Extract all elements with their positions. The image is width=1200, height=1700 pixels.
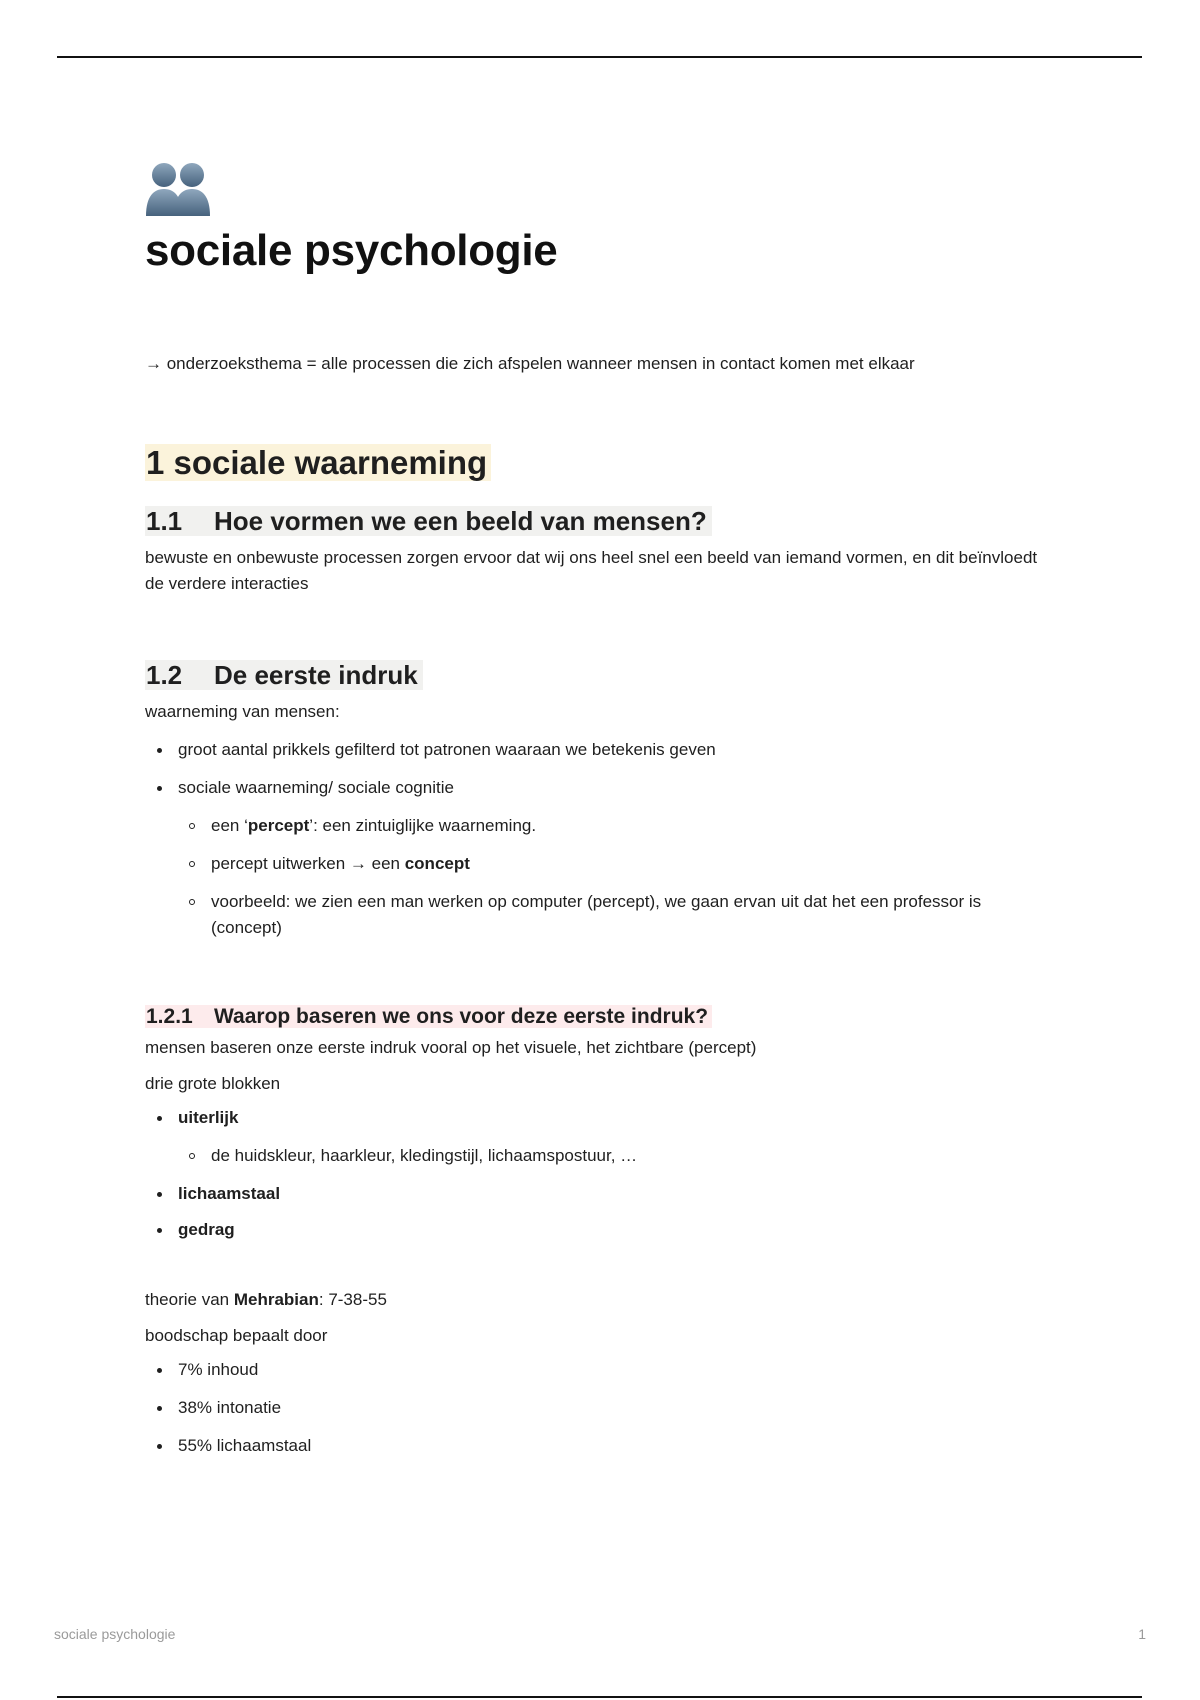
nested-list [178, 1143, 1045, 1169]
bottom-rule [57, 1696, 1142, 1698]
text-fragment: percept uitwerken → een [211, 853, 405, 873]
footer-title: sociale psychologie [54, 1626, 176, 1642]
section-1-1-heading [145, 503, 1045, 539]
section-1-2-1-number: 1.2.1 [146, 1004, 193, 1028]
list-item [145, 1217, 1045, 1243]
list-item: voorbeeld: we zien een man werken op computer (percept), we gaan ervan uit dat het een professor is (concept) [178, 889, 1045, 941]
section-1-1-number: 1.1 [146, 505, 183, 536]
bold-term: uiterlijk [178, 1107, 239, 1127]
list-item [178, 851, 1045, 877]
bold-term: gedrag [178, 1219, 235, 1239]
section-1-2-1-heading [145, 1001, 1045, 1033]
list-item-text: sociale waarneming/ sociale cognitie [178, 777, 454, 797]
list-item [145, 1181, 1045, 1207]
bold-term: concept [404, 853, 470, 873]
paragraph: boodschap bepaalt door [145, 1325, 328, 1345]
nested-list [178, 813, 1045, 941]
text-fragment: ’: een zintuiglijke waarneming. [309, 815, 537, 835]
page-number: 1 [1138, 1626, 1146, 1642]
section-1-heading [145, 441, 1045, 485]
page-content [145, 160, 1045, 1459]
list-item [178, 813, 1045, 839]
section-1-heading-text: 1 sociale waarneming [145, 444, 491, 481]
paragraph: mensen baseren onze eerste indruk vooral op het visuele, het zichtbare (percept) [145, 1037, 757, 1057]
paragraph: drie grote blokken [145, 1073, 281, 1093]
section-1-1-body: bewuste en onbewuste processen zorgen ervoor dat wij ons heel snel een beeld van iemand vormen, en dit beïnvloedt de verdere interacties [145, 547, 1038, 593]
list-item: groot aantal prikkels gefilterd tot patronen waaraan we betekenis geven [145, 737, 1045, 763]
blocks-list [145, 1105, 1045, 1243]
section-1-2-1-title: Waarop baseren we ons voor deze eerste indruk? [214, 1004, 709, 1028]
bold-term: Mehrabian [233, 1289, 319, 1309]
section-1-2-list [145, 737, 1045, 941]
list-item: 55% lichaamstaal [145, 1433, 1045, 1459]
section-1-2-number: 1.2 [146, 659, 183, 690]
section-1-2-heading [145, 657, 1045, 693]
list-item [145, 1105, 1045, 1169]
text-fragment: een ‘ [211, 815, 248, 835]
page-title: sociale psychologie [145, 226, 558, 275]
section-1-2-intro: waarneming van mensen: [145, 701, 340, 721]
list-item: 38% intonatie [145, 1395, 1045, 1421]
list-item [145, 775, 1045, 941]
text-fragment: theorie van [145, 1289, 234, 1309]
intro-line: → onderzoeksthema = alle processen die zich afspelen wanneer mensen in contact komen met elkaar [145, 353, 915, 373]
section-1-2-title: De eerste indruk [214, 659, 418, 690]
bold-term: lichaamstaal [178, 1183, 281, 1203]
text-fragment: : 7-38-55 [318, 1289, 387, 1309]
bold-term: percept [247, 815, 310, 835]
top-rule [57, 56, 1142, 58]
list-item: 7% inhoud [145, 1357, 1045, 1383]
theory-line [145, 1287, 1045, 1313]
percentages-list [145, 1357, 1045, 1459]
section-1-1-title: Hoe vormen we een beeld van mensen? [214, 505, 707, 536]
people-silhouette-icon [145, 160, 211, 218]
list-item: de huidskleur, haarkleur, kledingstijl, lichaamspostuur, … [178, 1143, 1045, 1169]
